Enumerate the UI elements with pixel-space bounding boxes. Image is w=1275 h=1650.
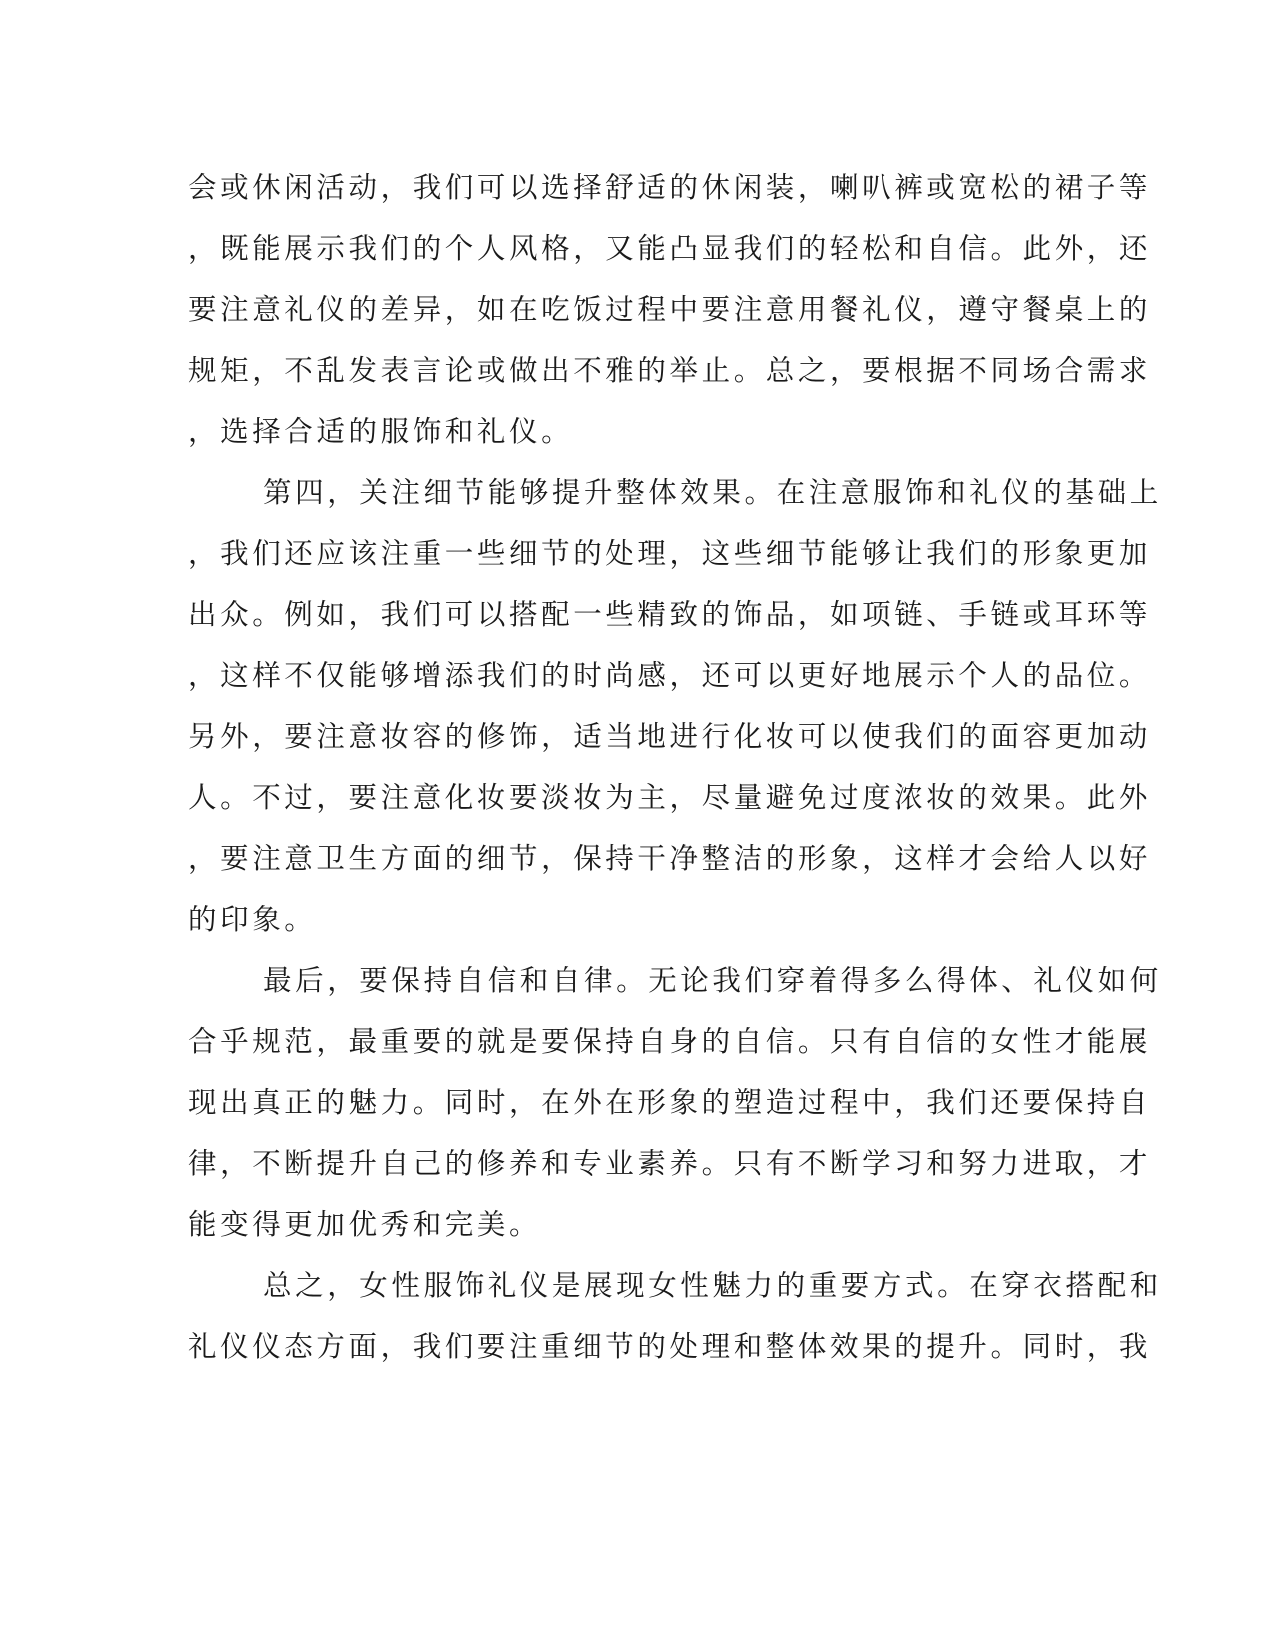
paragraph-start-line: 第四，关注细节能够提升整体效果。在注意服饰和礼仪的基础上 [263, 476, 1162, 509]
text-line: 律，不断提升自己的修养和专业素养。只有不断学习和努力进取，才 [188, 1147, 1152, 1180]
text-line: ，我们还应该注重一些细节的处理，这些细节能够让我们的形象更加 [188, 537, 1152, 570]
text-line: 会或休闲活动，我们可以选择舒适的休闲装，喇叭裤或宽松的裙子等 [188, 171, 1152, 204]
text-line: 合乎规范，最重要的就是要保持自身的自信。只有自信的女性才能展 [188, 1025, 1152, 1058]
paragraph-start-line: 总之，女性服饰礼仪是展现女性魅力的重要方式。在穿衣搭配和 [263, 1269, 1162, 1302]
text-line: 出众。例如，我们可以搭配一些精致的饰品，如项链、手链或耳环等 [188, 598, 1152, 631]
paragraph-start-line: 最后，要保持自信和自律。无论我们穿着得多么得体、礼仪如何 [263, 964, 1162, 997]
text-line: 规矩，不乱发表言论或做出不雅的举止。总之，要根据不同场合需求 [188, 354, 1152, 387]
text-line: 礼仪仪态方面，我们要注重细节的处理和整体效果的提升。同时，我 [188, 1330, 1152, 1363]
text-line: 另外，要注意妆容的修饰，适当地进行化妆可以使我们的面容更加动 [188, 720, 1152, 753]
text-line: 现出真正的魅力。同时，在外在形象的塑造过程中，我们还要保持自 [188, 1086, 1152, 1119]
text-line: ，既能展示我们的个人风格，又能凸显我们的轻松和自信。此外，还 [188, 232, 1152, 265]
text-line: 能变得更加优秀和完美。 [188, 1208, 542, 1241]
text-line: 要注意礼仪的差异，如在吃饭过程中要注意用餐礼仪，遵守餐桌上的 [188, 293, 1152, 326]
text-line: 的印象。 [188, 903, 317, 936]
text-line: ，要注意卫生方面的细节，保持干净整洁的形象，这样才会给人以好 [188, 842, 1152, 875]
body-text [188, 157, 1162, 1377]
text-line: ，选择合适的服饰和礼仪。 [188, 415, 574, 448]
text-line: 人。不过，要注意化妆要淡妆为主，尽量避免过度浓妆的效果。此外 [188, 781, 1152, 814]
text-line: ，这样不仅能够增添我们的时尚感，还可以更好地展示个人的品位。 [188, 659, 1152, 692]
